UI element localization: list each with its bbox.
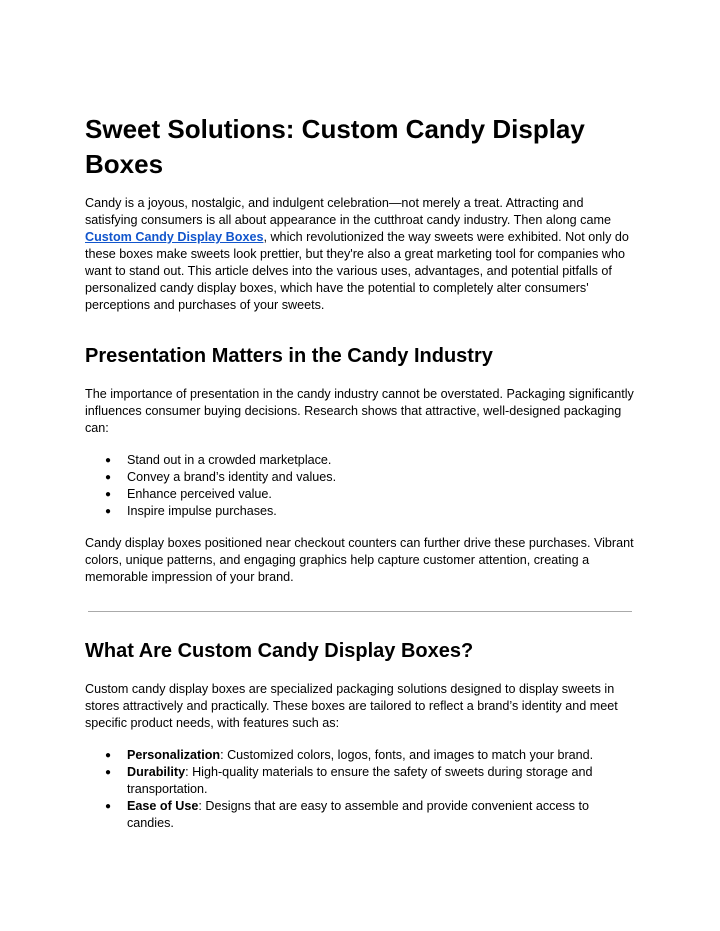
list-item (85, 503, 635, 520)
list-item-text: Inspire impulse purchases. (127, 504, 277, 518)
document-page (85, 112, 635, 832)
list-item (85, 486, 635, 503)
section-divider (88, 611, 632, 612)
feature-term: Ease of Use (127, 799, 199, 813)
intro-text-before: Candy is a joyous, nostalgic, and indulgent celebration—not merely a treat. Attracting and satisfying consumers is all about appearance in the cutthroat candy industry. Then along came (85, 196, 611, 227)
page-title: Sweet Solutions: Custom Candy Display Boxes (85, 114, 585, 179)
bullet-icon: ● (105, 750, 112, 761)
list-item (85, 747, 635, 764)
feature-term: Personalization (127, 748, 221, 762)
presentation-bullet-list (85, 452, 635, 520)
bullet-icon: ● (105, 472, 112, 483)
list-item-text: Convey a brand’s identity and values. (127, 470, 337, 484)
bullet-icon: ● (105, 455, 112, 466)
list-item (85, 764, 635, 798)
section-heading-presentation: Presentation Matters in the Candy Industry (85, 345, 493, 367)
presentation-closing-paragraph: Candy display boxes positioned near checkout counters can further drive these purchases. Vibrant colors, unique patterns, and engaging graphics help capture customer attention, creating a memorable impression of your brand. (85, 536, 634, 584)
list-item-text: Enhance perceived value. (127, 487, 272, 501)
feature-term: Durability (127, 765, 186, 779)
section-heading-what-are: What Are Custom Candy Display Boxes? (85, 640, 474, 662)
list-item-text: Stand out in a crowded marketplace. (127, 453, 332, 467)
what-are-paragraph: Custom candy display boxes are specialized packaging solutions designed to display sweets in stores attractively and practically. These boxes are tailored to reflect a brand’s identity and meet specific product needs, with features such as: (85, 682, 618, 730)
list-item (85, 469, 635, 486)
custom-candy-display-boxes-link[interactable]: Custom Candy Display Boxes (85, 230, 264, 244)
list-item (85, 798, 635, 832)
intro-text-after: , which revolutionized the way sweets were exhibited. Not only do these boxes make sweets look prettier, but they're also a great marketing tool for companies who want to stand out. This article delves into the various uses, advantages, and potential pitfalls of personalized candy display boxes, which have the potential to completely alter consumers' perceptions and purchases of your sweets. (85, 230, 629, 312)
feature-desc: : High-quality materials to ensure the safety of sweets during storage and transportation. (127, 765, 593, 796)
feature-desc: : Customized colors, logos, fonts, and images to match your brand. (220, 748, 594, 762)
features-bullet-list (85, 747, 635, 832)
bullet-icon: ● (105, 767, 112, 778)
bullet-icon: ● (105, 801, 112, 812)
bullet-icon: ● (105, 506, 112, 517)
presentation-paragraph: The importance of presentation in the candy industry cannot be overstated. Packaging significantly influences consumer buying decisions. Research shows that attractive, well-designed packaging can: (85, 387, 634, 435)
list-item (85, 452, 635, 469)
bullet-icon: ● (105, 489, 112, 500)
intro-paragraph (85, 195, 635, 314)
feature-desc: : Designs that are easy to assemble and provide convenient access to candies. (127, 799, 590, 830)
